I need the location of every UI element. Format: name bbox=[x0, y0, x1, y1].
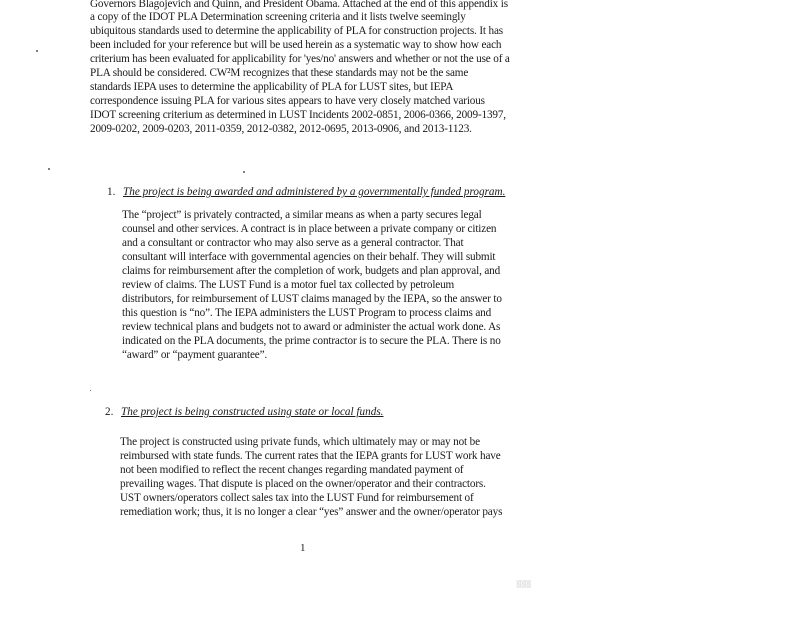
intro-line: criterium has been evaluated for applicability for 'yes/no' answers and whether or not the use of a bbox=[90, 53, 510, 65]
item-number: 1. bbox=[107, 186, 116, 198]
item-line: review technical plans and budgets not to award or administer the actual work done. As bbox=[122, 321, 501, 333]
scan-stamp: ░░░ bbox=[516, 580, 531, 588]
item-line: reimbursed with state funds. The current rates that the IEPA grants for LUST work have bbox=[120, 450, 501, 462]
intro-line: standards IEPA uses to determine the applicability of PLA for LUST sites, but IEPA bbox=[90, 81, 454, 93]
item-line: remediation work; thus, it is no longer a clear “yes” answer and the owner/operator pays bbox=[120, 506, 503, 518]
scan-speck bbox=[36, 50, 38, 52]
intro-line: been included for your reference but will be used herein as a systematic way to show how each bbox=[90, 39, 502, 51]
page-number: 1 bbox=[300, 542, 306, 554]
item-line: indicated on the PLA documents, the prime contractor is to secure the PLA. There is no bbox=[122, 335, 501, 347]
item-2-heading bbox=[105, 406, 383, 419]
scan-speck bbox=[48, 168, 50, 170]
intro-line: ubiquitous standards used to determine the applicability of PLA for construction projects. It has bbox=[90, 25, 503, 37]
item-line: this question is “no”. The IEPA administers the LUST Program to process claims and bbox=[122, 307, 492, 319]
item-line: consultant will interface with governmental agencies on their behalf. They will submit bbox=[122, 251, 496, 263]
item-1-heading bbox=[107, 186, 505, 199]
intro-line: Governors Blagojevich and Quinn, and President Obama. Attached at the end of this appendix is bbox=[90, 0, 508, 10]
intro-line: IDOT screening criterium as determined in LUST Incidents 2002-0851, 2006-0366, 2009-1397, bbox=[90, 109, 506, 121]
item-line: not been modified to reflect the recent changes regarding mandated payment of bbox=[120, 464, 464, 476]
item-line: distributors, for reimbursement of LUST claims managed by the IEPA, so the answer to bbox=[122, 293, 502, 305]
intro-line: PLA should be considered. CW²M recognizes that these standards may not be the same bbox=[90, 67, 469, 79]
intro-line: a copy of the IDOT PLA Determination screening criteria and it lists twelve seemingly bbox=[90, 11, 466, 23]
item-heading-text: The project is being constructed using state or local funds. bbox=[121, 406, 384, 418]
item-line: The project is constructed using private funds, which ultimately may or may not be bbox=[120, 436, 480, 448]
intro-line: 2009-0202, 2009-0203, 2011-0359, 2012-0382, 2012-0695, 2013-0906, and 2013-1123. bbox=[90, 123, 472, 135]
item-line: claims for reimbursement after the completion of work, budgets and plan approval, and bbox=[122, 265, 501, 277]
scan-speck bbox=[90, 390, 91, 391]
intro-line: correspondence issuing PLA for various sites appears to have very closely matched various bbox=[90, 95, 485, 107]
item-line: review of claims. The LUST Fund is a motor fuel tax collected by petroleum bbox=[122, 279, 455, 291]
item-number: 2. bbox=[105, 406, 114, 418]
item-line: counsel and other services. A contract is in place between a private company or citizen bbox=[122, 223, 497, 235]
scan-speck bbox=[243, 171, 245, 173]
item-line: The “project” is privately contracted, a similar means as when a party secures legal bbox=[122, 209, 482, 221]
item-line: “award” or “payment guarantee”. bbox=[122, 349, 268, 361]
item-line: and a consultant or contractor who may also serve as a general contractor. That bbox=[122, 237, 464, 249]
item-line: UST owners/operators collect sales tax into the LUST Fund for reimbursement of bbox=[120, 492, 474, 504]
item-line: prevailing wages. That dispute is placed on the owner/operator and their contractors. bbox=[120, 478, 486, 490]
item-heading-text: The project is being awarded and administered by a governmentally funded program. bbox=[123, 186, 506, 198]
